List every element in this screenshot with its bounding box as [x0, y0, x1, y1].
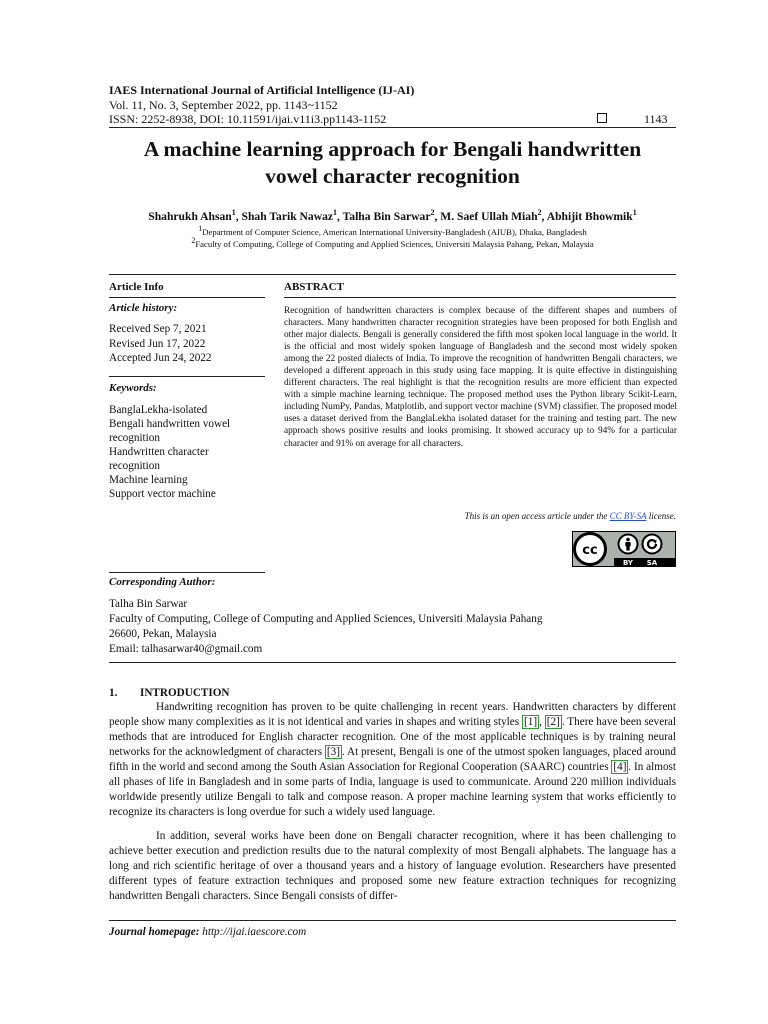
article-history	[109, 322, 212, 366]
section-number: 1.	[109, 687, 118, 699]
author-name: Shahrukh Ahsan	[148, 209, 232, 223]
body-text: . In almost all phases of life in Bangladesh and in some parts of India, language is used to communicate. Around 220 million individuals worldwide presently utilize Bengali to talk and compose reason. A proper machine learning system that works efficiently to recognize its characters is long overdue for such a widely used language.	[109, 761, 676, 819]
revised-date: Revised Jun 17, 2022	[109, 337, 206, 350]
keyword: Handwritten character	[109, 446, 209, 458]
by-label: BY	[622, 559, 634, 567]
affiliation-number: 2	[191, 236, 196, 245]
by-icon	[619, 535, 638, 554]
journal-homepage	[109, 926, 306, 938]
keyword: Bengali handwritten vowel	[109, 418, 231, 430]
footer-rule	[109, 920, 676, 921]
author-name: Abhijit Bhowmik	[546, 209, 633, 223]
corresponding-faculty: Faculty of Computing, College of Computing and Applied Sciences, Universiti Malaysia Pahang	[109, 613, 543, 625]
open-access-text-end: license.	[646, 511, 676, 521]
citation-link[interactable]: [4]	[613, 761, 627, 774]
author-name: M. Saef Ullah Miah	[440, 209, 538, 223]
affiliation-text: Faculty of Computing, College of Computing and Applied Sciences, Universiti Malaysia Pahang, Pekan, Malaysia	[195, 238, 594, 249]
body-text: . There have been several methods that are introduced for English character recognition. One of the most applicable techniques is by training neural networks for the acknowledgment of characters	[109, 716, 677, 759]
keyword: recognition	[109, 460, 160, 472]
body-text: ,	[539, 716, 545, 729]
section-heading	[109, 687, 230, 699]
abstract-text: Recognition of handwritten characters is complex because of the different shapes and numbers of characters. Many handwritten character recognition strategies have been proposed for both English and other major dialects. Bengali is generally considered the fifth most spoken local language in the world. It is the official and most widely spoken language of Bangladesh and the second most widely spoken among the 22 posted dialects of India. To improve the recognition of handwritten Bengali characters, we developed a different approach in this study using face mapping. It is quite effective in distinguishing different characters. The real highlight is that the recognition results are more efficient than expected with a simple machine learning technique. The proposed method uses the Python library Scikit-Learn, including NumPy, Pandas, Matplotlib, and support vector machine (SVM) classifier. The proposed model uses a dataset derived from the BanglaLekha isolated dataset for the training and testing part. The new approach shows positive results and looks promising. It showed accuracy up to 94% for a particular character and 91% on average for all characters.	[284, 306, 677, 449]
affiliation-text: Department of Computer Science, American International University-Bangladesh (AIUB), Dhaka, Bangladesh	[202, 226, 587, 237]
corresponding-email: Email: talhasarwar40@gmail.com	[109, 643, 263, 655]
issn-doi: ISSN: 2252-8938, DOI: 10.11591/ijai.v11i3.pp1143-1152	[109, 112, 387, 126]
body-text: In addition, several works have been done on Bengali character recognition, where it has been challenging to achieve better execution and prediction results due to the natural complexity of most Bengali alphabets. The language has a long and rich scientific heritage of over a thousand years and a history of language evolution. Researchers have presented different types of feature extraction techniques and proposed some new feature extraction techniques for recognizing handwritten Bengali characters. Since Bengali consists of differ-	[109, 830, 676, 903]
header-rule	[109, 127, 676, 128]
article-info-heading: Article Info	[109, 281, 164, 293]
keyword: Support vector machine	[109, 488, 216, 500]
section-title: INTRODUCTION	[140, 687, 230, 699]
volume-info: Vol. 11, No. 3, September 2022, pp. 1143~1152	[109, 98, 338, 112]
author-affiliation-mark: 1	[632, 208, 637, 217]
citation-link[interactable]: [1]	[524, 716, 538, 729]
body-text: . At present, Bengali is one of the utmost spoken languages, placed around fifth in the world and second among the South Asian Association for Regional Cooperation (SAARC) countries	[109, 746, 676, 774]
cc-icon	[575, 534, 606, 565]
sa-label: SA	[646, 559, 658, 567]
keyword: Machine learning	[109, 474, 188, 486]
accepted-date: Accepted Jun 24, 2022	[109, 352, 212, 364]
citation-link[interactable]: [2]	[546, 716, 560, 729]
page-number: 1143	[644, 112, 668, 126]
square-icon	[597, 113, 607, 123]
paper-title	[109, 136, 676, 190]
journal-name: IAES International Journal of Artificial Intelligence (IJ-AI)	[109, 83, 415, 97]
title-line-1: A machine learning approach for Bengali handwritten	[143, 137, 642, 161]
sa-icon	[643, 535, 662, 554]
keyword: BanglaLekha-isolated	[109, 404, 208, 416]
abstract-heading: ABSTRACT	[284, 281, 344, 293]
cc-by-sa-badge[interactable]	[572, 531, 676, 567]
body-text: Handwriting recognition has proven to be quite challenging in recent years. Handwritten characters by different people show many complexities as it is not identical and varies in shapes and writing styles	[109, 701, 676, 729]
corresponding-author-heading: Corresponding Author:	[109, 576, 216, 588]
intro-paragraph-1	[109, 700, 676, 820]
article-info-rule	[109, 297, 265, 298]
corresponding-name: Talha Bin Sarwar	[109, 598, 188, 610]
affiliation-1	[109, 224, 676, 237]
keywords-list	[109, 403, 269, 501]
keywords-rule	[109, 376, 265, 377]
title-line-2: vowel character recognition	[265, 164, 520, 188]
homepage-label: Journal homepage:	[109, 926, 200, 938]
keyword: recognition	[109, 432, 160, 444]
affiliation-number: 1	[198, 224, 203, 233]
author-affiliation-mark: 1	[231, 208, 236, 217]
author-name: Shah Tarik Nawaz	[241, 209, 334, 223]
received-date: Received Sep 7, 2021	[109, 323, 207, 335]
author-name: Talha Bin Sarwar	[342, 209, 431, 223]
section-rule	[109, 274, 676, 275]
svg-text:cc: cc	[582, 543, 598, 558]
open-access-notice	[284, 511, 676, 521]
corresponding-rule	[109, 572, 265, 573]
homepage-url[interactable]: http://ijai.iaescore.com	[202, 926, 307, 938]
citation-link[interactable]: [3]	[326, 746, 340, 759]
author-list: Shahrukh Ahsan$^1$, Shah Tarik Nawaz$^1$, Talha Bin Sarwar$^2$, M. Saef Ullah Miah$^2$, Abhijit Bhowmik$^1$	[148, 208, 637, 223]
abstract-rule	[284, 297, 676, 298]
article-history-heading: Article history:	[109, 302, 178, 314]
intro-paragraph-2	[109, 829, 676, 904]
corresponding-address: 26600, Pekan, Malaysia	[109, 628, 217, 640]
front-matter-rule	[109, 662, 676, 663]
open-access-text: This is an open access article under the	[464, 511, 610, 521]
author-affiliation-mark: 2	[537, 208, 542, 217]
author-affiliation-mark: 2	[430, 208, 435, 217]
author-affiliation-mark: 1	[333, 208, 338, 217]
license-link[interactable]: CC BY-SA	[609, 511, 647, 521]
affiliation-2	[109, 236, 676, 249]
corresponding-author-details	[109, 597, 542, 657]
keywords-heading: Keywords:	[109, 382, 157, 394]
